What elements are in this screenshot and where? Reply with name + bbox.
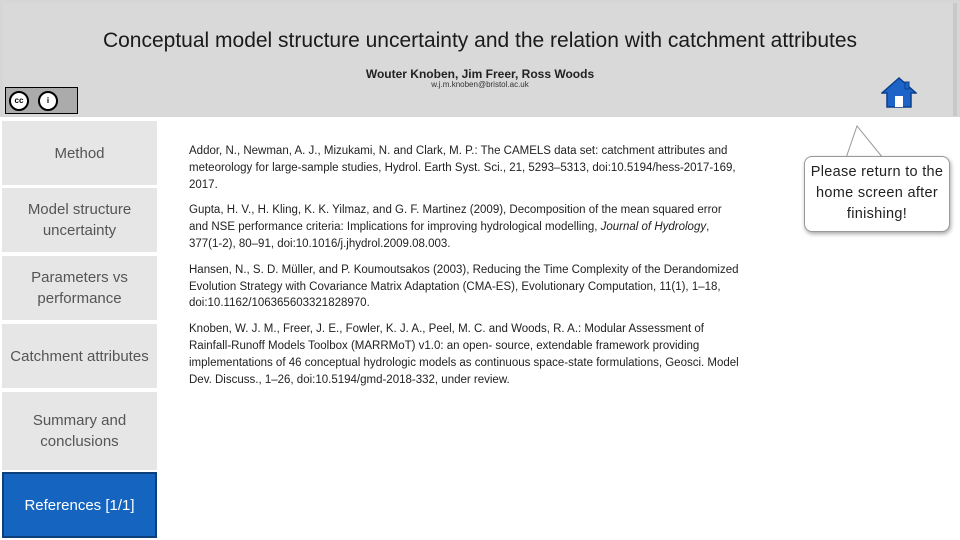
references-list [189,143,739,397]
reference-text: Knoben, W. J. M., Freer, J. E., Fowler, K. J. A., Peel, M. C. and Woods, R. A.: Modular Assessment of Rainfall-Runoff Models Toolbox (MARRMoT) v1.0: an open- source, extendable framework providing implementations of 46 conceptual hydrologic models as continuous space-state formulations, Geosci. Model Dev. Discuss., 1–26, doi:10.5194/gmd-2018-332, under review. [189,323,739,386]
reference-entry [189,202,739,252]
header-panel [3,3,957,116]
author-email: w.j.m.knoben@bristol.ac.uk [431,80,529,89]
reference-text: Gupta, H. V., H. Kling, K. K. Yilmaz, and G. F. Martinez (2009), Decomposition of the mean squared error and NSE performance criteria: Implications for improving hydrological modelling, [189,204,722,234]
authors: Wouter Knoben, Jim Freer, Ross Woods [365,67,595,81]
cc-license-badge[interactable] [5,87,78,114]
sidebar-item-model-structure-uncertainty[interactable] [2,188,157,254]
reference-entry [189,262,739,312]
return-home-callout [804,156,950,232]
sidebar-item-parameters-vs-performance[interactable] [2,256,157,322]
home-icon [881,76,917,108]
sidebar-item-label: Summary and conclusions [32,412,127,450]
sidebar-item-references-1-1[interactable] [2,472,157,538]
reference-text: Journal of Hydrology [600,221,707,234]
reference-entry [189,321,739,388]
sidebar-item-label: Method [54,144,105,162]
page-title: Conceptual model structure uncertainty and the relation with catchment attributes [102,29,858,52]
sidebar-item-label: Catchment attributes [10,347,149,365]
reference-text: , 377(1-2), 80–91, doi:10.1016/j.jhydrol.2009.08.003. [189,221,710,250]
sidebar-item-summary-and-conclusions[interactable] [2,392,157,472]
sidebar-item-method[interactable] [2,121,157,187]
header-bar [0,0,960,117]
callout-text: Please return to the home screen after finishing! [810,164,944,222]
home-button[interactable] [881,76,917,108]
reference-text: Addor, N., Newman, A. J., Mizukami, N. and Clark, M. P.: The CAMELS data set: catchment attributes and meteorology for large-sample studies, Hydrol. Earth Syst. Sci., 21, 5293–5313, doi:10.5194/hess-2017-169, 2017. [189,145,736,191]
sidebar-item-label: Model structure uncertainty [27,201,132,239]
callout-tail [843,124,903,160]
reference-text: Hansen, N., S. D. Müller, and P. Koumoutsakos (2003), Reducing the Time Complexity of the Derandomized Evolution Strategy with Covariance Matrix Adaptation (CMA-ES), Evolutionary Computation, 11(1), 1–18, doi:10.1162/106365603321828970. [189,263,739,310]
sidebar-item-label: Parameters vs performance [31,269,128,307]
attribution-icon: i [38,91,58,111]
reference-entry [189,143,739,193]
sidebar-item-label: References [1/1] [24,496,135,514]
creative-commons-icon: cc [9,91,29,111]
sidebar-item-catchment-attributes[interactable] [2,324,157,390]
